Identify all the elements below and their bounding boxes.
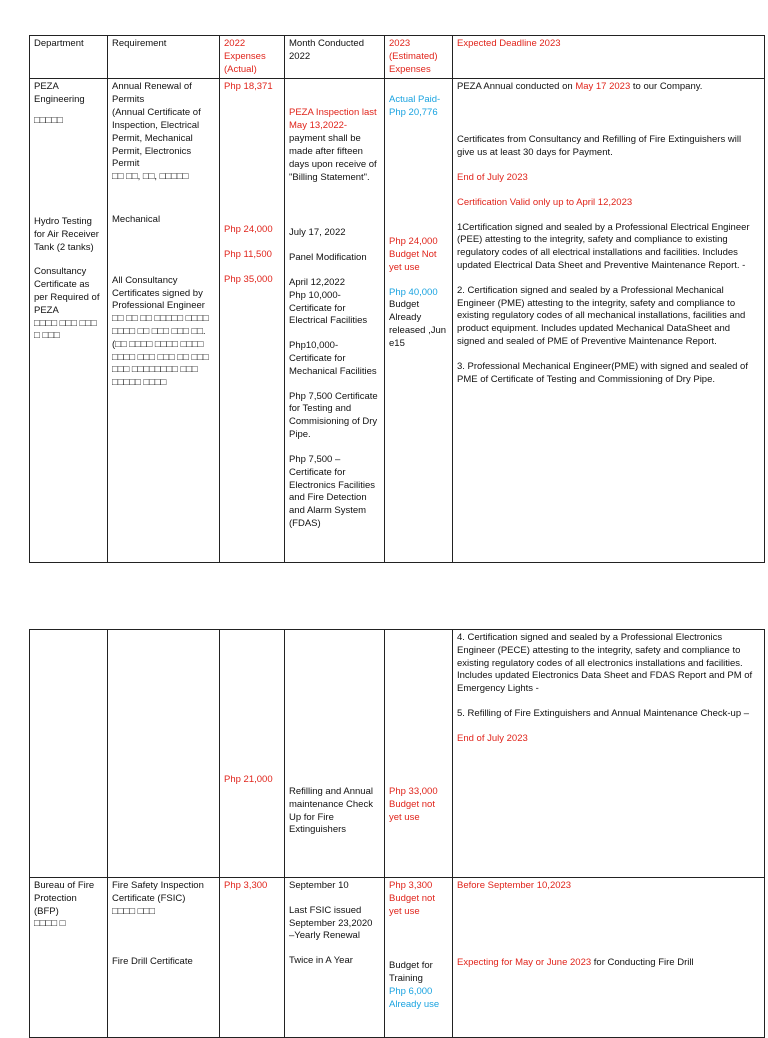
deadline-cell xyxy=(453,630,765,878)
exp2023-training: Budget for Training xyxy=(389,960,433,985)
deadline-end-july: End of July 2023 xyxy=(457,171,528,183)
month-testing: Php 7,500 Certificate for Testing and Commisioning of Dry Pipe. xyxy=(289,390,378,441)
req-permits-detail: (Annual Certificate of Inspection, Electrical Permit, Mechanical Permit, Electronics Permit xyxy=(112,107,201,170)
month-cell xyxy=(285,630,385,878)
req-fsic-glyph: □□□□ □□□ xyxy=(112,905,155,917)
month-april: April 12,2022 xyxy=(289,276,345,288)
exp2023-cell xyxy=(385,630,453,878)
req-consultancy-glyph: □□ □□ □□ □□□□□ □□□□ □□□□ □□ □□□ □□□ □□.(□□ □□□□ □□□□ □□□□ □□□□ □□□ □□□ □□ □□□ □□□ □□□□□□□□ □□□ □□□□□ □□□□ xyxy=(112,313,209,389)
exp2023-actual-paid: Actual Paid- Php 20,776 xyxy=(389,94,441,119)
dept-bfp-glyph: □□□□ □ xyxy=(34,918,66,930)
req-mechanical: Mechanical xyxy=(112,213,161,225)
dept-consultancy: Consultancy Certificate as per Required of PEZA xyxy=(34,266,100,316)
month-payment: payment shall be made after fifteen days upon receive of "Billing Statement". xyxy=(289,133,377,183)
deadline-fire-drill: Expecting for May or June 2023 for Conducting Fire Drill xyxy=(457,956,694,968)
header-requirement: Requirement xyxy=(108,36,220,79)
req-permits-glyph: □□ □□, □□, □□□□□ xyxy=(112,171,189,183)
deadline-valid: Certification Valid only up to April 12,2023 xyxy=(457,196,633,208)
dept-bfp: Bureau of Fire Protection (BFP) xyxy=(34,880,95,917)
department-cell xyxy=(30,79,108,563)
deadline-cell xyxy=(453,878,765,1038)
requirement-cell xyxy=(108,630,220,878)
deadline-cell xyxy=(453,79,765,563)
exp2022-cell xyxy=(220,630,285,878)
table-row xyxy=(30,630,765,878)
req-fsic: Fire Safety Inspection Certificate (FSIC) xyxy=(112,880,204,904)
dept-consultancy-glyph: □□□□ □□□ □□□ □ □□□ xyxy=(34,317,97,342)
exp2023-php40: Php 40,000 xyxy=(389,286,438,298)
exp2022-fire-ext: Php 21,000 xyxy=(224,774,273,785)
exp2023-budget-not: Php 24,000 Budget Not yet use xyxy=(389,236,438,273)
exp2022-hydro: Php 24,000 xyxy=(224,224,273,236)
dept-peza-glyph: □□□□□ xyxy=(34,115,63,127)
exp2023-php6000: Php 6,000 Already use xyxy=(389,986,440,1010)
header-2023-expenses: 2023 (Estimated) Expenses xyxy=(385,36,453,79)
req-consultancy: All Consultancy Certificates signed by Professional Engineer xyxy=(112,274,205,312)
deadline-item-1: 1Certification signed and sealed by a Professional Electrical Engineer (PEE) attesting to the integrity, safety and compliance to existing regulatory codes of all electrical installations and facilities. Includes updated Electrical Data Sheet and Preventive Maintenance Report. - xyxy=(457,221,750,271)
deadline-item-2: 2. Certification signed and sealed by a Professional Mechanical Engineer (PME) attesting to the integrity, safety and compliance to existing regulatory codes of all mechanical installations, facilities and product equipment. Includes updated Mechanical DataSheet and signed and sealed of PME of Preventive Maintenance Report. xyxy=(457,284,746,347)
requirement-cell xyxy=(108,878,220,1038)
deadline-before-sept: Before September 10,2023 xyxy=(457,880,572,891)
exp2022-peza: Php 18,371 xyxy=(224,81,273,93)
header-month-conducted: Month Conducted 2022 xyxy=(285,36,385,79)
month-panel: Panel Modification xyxy=(289,252,367,264)
exp2022-consultancy: Php 35,000 xyxy=(224,273,273,285)
table-header-row xyxy=(30,36,765,79)
requirement-cell xyxy=(108,79,220,563)
deadline-end-july-2: End of July 2023 xyxy=(457,732,528,744)
month-july: July 17, 2022 xyxy=(289,227,346,239)
requirements-table-bottom xyxy=(29,629,765,1038)
dept-peza: PEZA Engineering xyxy=(34,81,85,106)
table-row xyxy=(30,79,765,563)
month-cell xyxy=(285,79,385,563)
req-permits: Annual Renewal of Permits xyxy=(112,81,192,106)
exp2022-panel: Php 11,500 xyxy=(224,249,272,261)
exp2022-cell xyxy=(220,878,285,1038)
deadline-certs: Certificates from Consultancy and Refilling of Fire Extinguishers will give us at least 30 days for Payment. xyxy=(457,134,742,159)
department-cell xyxy=(30,630,108,878)
table-row xyxy=(30,878,765,1038)
month-mech: Php10,000- Certificate for Mechanical Facilities xyxy=(289,340,377,377)
exp2023-cell xyxy=(385,79,453,563)
deadline-peza: PEZA Annual conducted on May 17 2023 to our Company. xyxy=(457,81,703,93)
req-fire-drill: Fire Drill Certificate xyxy=(112,956,193,968)
header-expected-deadline: Expected Deadline 2023 xyxy=(453,36,765,79)
month-cell xyxy=(285,878,385,1038)
header-2022-expenses: 2022 Expenses (Actual) xyxy=(220,36,285,79)
deadline-item-4: 4. Certification signed and sealed by a Professional Electronics Engineer (PECE) attesting to the integrity, safety and compliance to existing regulatory codes of all electronics installations and facilities. Includes updated Electronics Data Sheet and FDAS Report and PM of Emergency Lights - xyxy=(457,632,753,695)
month-last-fsic: Last FSIC issued September 23,2020 –Yearly Renewal xyxy=(289,904,373,942)
month-electronics: Php 7,500 – Certificate for Electronics Facilities and Fire Detection and Alarm System (FDAS) xyxy=(289,453,376,529)
month-fire-ext: Refilling and Annual maintenance Check Up for Fire Extinguishers xyxy=(289,786,373,836)
exp2023-released: Budget Already released ,Jun e15 xyxy=(389,299,447,349)
exp2022-cell xyxy=(220,79,285,563)
month-inspection: PEZA Inspection last May 13,2022- xyxy=(289,107,377,132)
exp2022-bfp: Php 3,300 xyxy=(224,880,268,891)
exp2023-fire-ext: Php 33,000 Budget not yet use xyxy=(389,786,438,823)
exp2023-cell xyxy=(385,878,453,1038)
department-cell xyxy=(30,878,108,1038)
dept-hydro: Hydro Testing for Air Receiver Tank (2 tanks) xyxy=(34,215,99,253)
deadline-peza-date: May 17 2023 xyxy=(575,81,631,93)
month-september: September 10 xyxy=(289,880,349,891)
month-elec: Php 10,000- Certificate for Electrical Facilities xyxy=(289,289,368,327)
requirements-table-top xyxy=(29,35,765,563)
deadline-item-3: 3. Professional Mechanical Engineer(PME) with signed and sealed of PME of Certificate of Testing and Commissioning of Dry Pipe. xyxy=(457,360,748,385)
header-department: Department xyxy=(30,36,108,79)
deadline-item-5: 5. Refilling of Fire Extinguishers and Annual Maintenance Check-up – xyxy=(457,708,750,720)
month-twice: Twice in A Year xyxy=(289,955,353,967)
exp2023-bfp: Php 3,300 Budget not yet use xyxy=(389,880,435,917)
